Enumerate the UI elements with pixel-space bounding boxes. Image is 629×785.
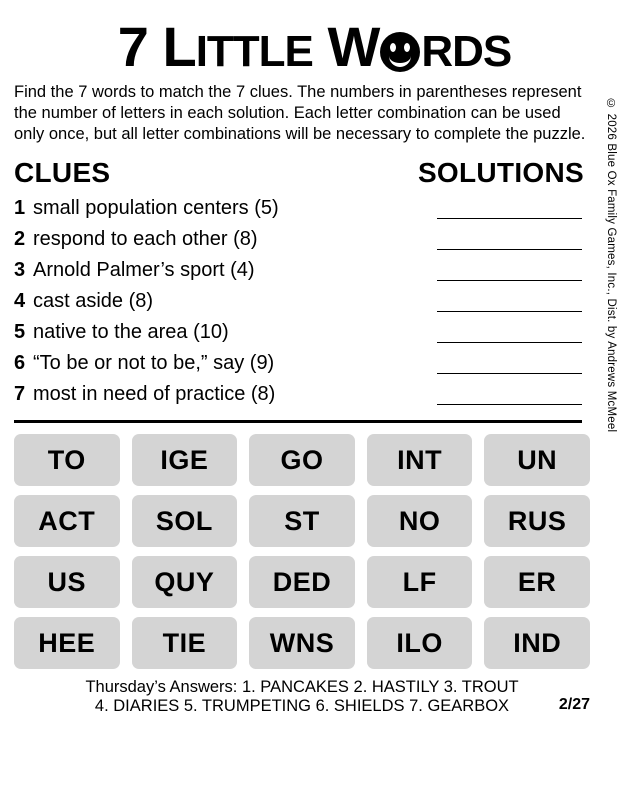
page-number: 2/27 — [558, 695, 590, 713]
title-segment-3: W — [312, 15, 380, 78]
clues-list — [14, 193, 590, 410]
previous-answers — [14, 678, 590, 716]
page-title — [14, 16, 615, 78]
solution-blank[interactable] — [437, 198, 582, 219]
letter-tile[interactable]: DED — [249, 556, 355, 608]
clue-row — [14, 348, 590, 379]
puzzle-inner — [14, 10, 615, 775]
clue-row — [14, 255, 590, 286]
title-segment-2: ITTLE — [195, 27, 313, 76]
answers-line-2: 4. DIARIES 5. TRUMPETING 6. SHIELDS 7. GEARBOX — [94, 697, 510, 716]
solution-blank[interactable] — [437, 384, 582, 405]
clue-text: small population centers (5) — [33, 197, 279, 220]
clue-text: Arnold Palmer’s sport (4) — [33, 259, 255, 282]
letter-tile[interactable]: TO — [14, 434, 120, 486]
letter-tile[interactable]: HEE — [14, 617, 120, 669]
letter-tile[interactable]: US — [14, 556, 120, 608]
smiley-eye-left — [390, 43, 396, 52]
letter-tile[interactable]: GO — [249, 434, 355, 486]
clue-row — [14, 224, 590, 255]
clue-number: 2 — [14, 228, 26, 251]
clue-row — [14, 379, 590, 410]
letter-tile[interactable]: RUS — [484, 495, 590, 547]
clue-text: native to the area (10) — [33, 321, 229, 344]
letter-tile[interactable]: IND — [484, 617, 590, 669]
solution-blank[interactable] — [437, 291, 582, 312]
letter-tile[interactable]: ER — [484, 556, 590, 608]
clue-row — [14, 193, 590, 224]
letter-tile[interactable]: QUY — [132, 556, 238, 608]
clue-number: 7 — [14, 383, 26, 406]
title-text — [117, 15, 512, 78]
copyright-notice: © 2026 Blue Ox Family Games, Inc., Dist. by Andrews McMeel — [605, 98, 617, 433]
title-segment-4: RDS — [421, 27, 512, 76]
clue-row — [14, 286, 590, 317]
clue-number: 1 — [14, 197, 26, 220]
solution-blank[interactable] — [437, 229, 582, 250]
letter-tile[interactable]: TIE — [132, 617, 238, 669]
clue-row — [14, 317, 590, 348]
clue-number: 5 — [14, 321, 26, 344]
letter-tile-grid — [14, 434, 590, 669]
column-headers — [14, 157, 590, 189]
title-segment-1: 7 L — [117, 15, 196, 78]
clue-number: 6 — [14, 352, 26, 375]
solution-blank[interactable] — [437, 260, 582, 281]
clue-text: “To be or not to be,” say (9) — [33, 352, 275, 375]
letter-tile[interactable]: LF — [367, 556, 473, 608]
clue-text: respond to each other (8) — [33, 228, 258, 251]
solution-blank[interactable] — [437, 322, 582, 343]
instructions-text: Find the 7 words to match the 7 clues. The numbers in parentheses represent the number of letters in each solution. Each letter combination can be used only once, but all letter combinations will be necessary to complete the puzzle. — [14, 83, 586, 144]
letter-tile[interactable]: IGE — [132, 434, 238, 486]
answers-line-2-wrapper — [14, 697, 590, 716]
smiley-face-icon — [380, 32, 420, 72]
clue-text: most in need of practice (8) — [33, 383, 276, 406]
letter-tile[interactable]: ACT — [14, 495, 120, 547]
clue-text: cast aside (8) — [33, 290, 154, 313]
smiley-mouth — [389, 52, 411, 67]
clue-number: 4 — [14, 290, 26, 313]
solutions-header: SOLUTIONS — [417, 157, 584, 189]
answers-line-1: Thursday’s Answers: 1. PANCAKES 2. HASTILY 3. TROUT — [85, 678, 519, 697]
clues-header: CLUES — [14, 157, 111, 189]
letter-tile[interactable]: WNS — [249, 617, 355, 669]
section-divider — [14, 420, 582, 423]
letter-tile[interactable]: SOL — [132, 495, 238, 547]
clue-number: 3 — [14, 259, 26, 282]
letter-tile[interactable]: NO — [367, 495, 473, 547]
solution-blank[interactable] — [437, 353, 582, 374]
letter-tile[interactable]: INT — [367, 434, 473, 486]
letter-tile[interactable]: UN — [484, 434, 590, 486]
letter-tile[interactable]: ILO — [367, 617, 473, 669]
letter-tile[interactable]: ST — [249, 495, 355, 547]
smiley-eye-right — [404, 43, 410, 52]
